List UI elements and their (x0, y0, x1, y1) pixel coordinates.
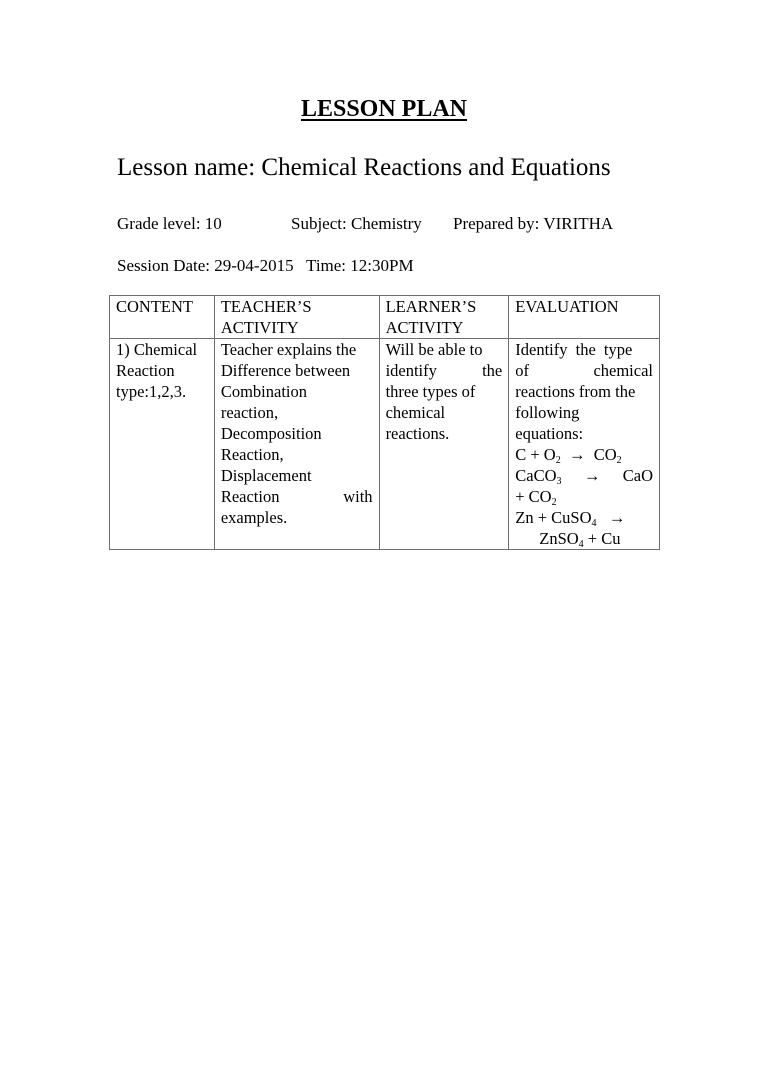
arrow-icon: → (568, 445, 586, 464)
cell-content: 1) Chemical Reaction type:1,2,3. (110, 339, 215, 550)
cell-evaluation: Identify the type of chemical reactions from the following equations: $C + O_2 \to CO_2$ CaCO$_3$ → CaO + $CO_2$ Zn + CuSO$_4$ → ZnSO$_4$ + Cu (509, 339, 660, 550)
header-content: CONTENT (110, 296, 215, 339)
equation-2: CaCO$_3$ → CaO (515, 466, 653, 487)
header-teacher-activity: TEACHER’S ACTIVITY (214, 296, 379, 339)
page-title: LESSON PLAN (300, 96, 468, 122)
table-row (110, 339, 660, 550)
equation-3: Zn + CuSO$_4$ → (515, 508, 626, 529)
arrow-icon: → (608, 508, 626, 527)
header-evaluation: EVALUATION (509, 296, 660, 339)
cell-teacher-activity: Teacher explains the Difference between Combination reaction, Decomposition Reaction, Displacement Reaction with examples. (214, 339, 379, 550)
lesson-name: Lesson name: Chemical Reactions and Equations (117, 154, 611, 181)
subject: Subject: Chemistry (291, 214, 422, 233)
arrow-icon: → (583, 466, 601, 485)
session-info: Session Date: 29-04-2015 Time: 12:30PM (117, 256, 414, 275)
grade-level: Grade level: 10 (117, 214, 222, 233)
prepared-by: Prepared by: VIRITHA (453, 214, 614, 233)
header-learner-activity: LEARNER’S ACTIVITY (379, 296, 509, 339)
equation-1: $C + O_2 \to CO_2$ (515, 445, 622, 466)
cell-learner-activity: Will be able to identify the three types of chemical reactions. (379, 339, 509, 550)
lesson-plan-table (109, 295, 660, 550)
table-header-row (110, 296, 660, 339)
